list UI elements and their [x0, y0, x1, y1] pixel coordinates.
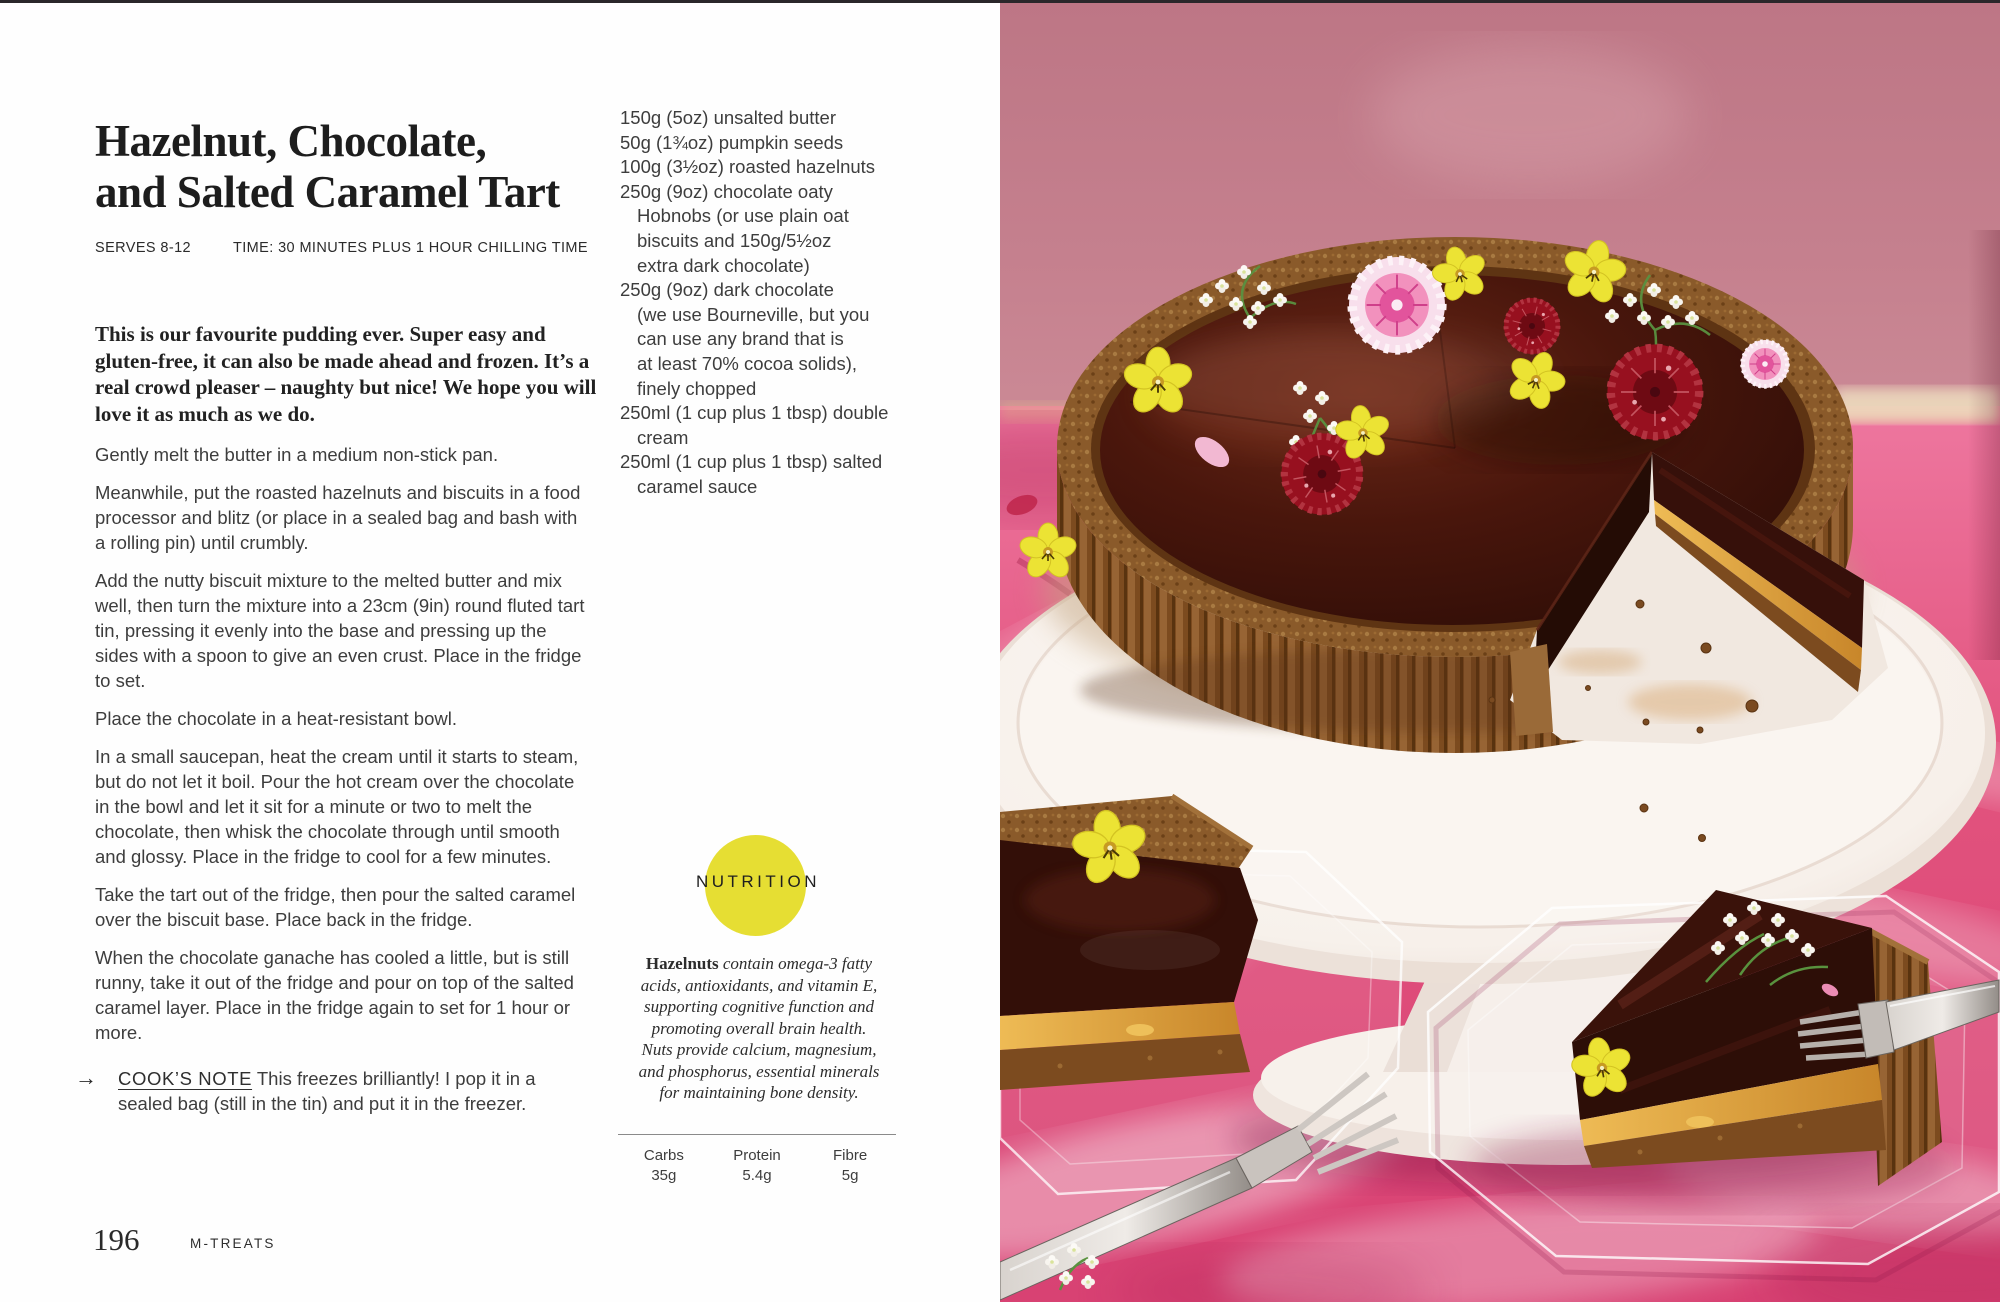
ingredient-line: finely chopped — [637, 377, 757, 399]
nutrition-value: 5g — [841, 1167, 859, 1184]
tart-photo — [1000, 0, 2000, 1302]
method-paragraph: When the chocolate ganache has cooled a little, but is still runny, take it out of the fridge and pour on top of the salted caramel layer. Place in the fridge again to set for 1 hour or more. — [95, 947, 574, 1043]
nutrition-col-protein — [711, 1146, 803, 1186]
tart-photo-illustration — [1000, 0, 2000, 1302]
serves-label: SERVES 8-12 — [95, 240, 192, 256]
nutrition-label: Protein — [733, 1147, 781, 1164]
ingredient-line: 250ml (1 cup plus 1 tbsp) double — [620, 402, 889, 424]
method-paragraph: In a small saucepan, heat the cream until it starts to steam, but do not let it boil. Pour the hot cream over the chocolate in the bowl and let it sit for a minute or two to melt the chocolate, then whisk the chocolate through until smooth and glossy. Place in the fridge to cool for a few minutes. — [95, 746, 579, 867]
nutrition-col-fibre — [804, 1146, 896, 1186]
arrow-right-icon: → — [75, 1065, 97, 1090]
section-label: M-TREATS — [190, 1236, 276, 1251]
nutrition-value: 35g — [651, 1167, 677, 1184]
ingredient-line: 50g (1¾oz) pumpkin seeds — [620, 131, 844, 153]
ingredient-line: 250g (9oz) dark chocolate — [620, 279, 834, 301]
red-dianthus-flower — [1607, 344, 1702, 439]
page-number: 196 — [93, 1222, 140, 1257]
ingredient-line: caramel sauce — [637, 475, 758, 497]
cooks-note-body — [118, 1066, 595, 1116]
pink-dianthus-flower — [1741, 340, 1789, 388]
recipe-intro: This is our favourite pudding ever. Super easy and gluten-free, it can also be made ahead and frozen. It’s a real crowd pleaser – naughty but nice! We hope you will love it as much as we do. — [95, 322, 597, 426]
nutrition-blurb-lead: Hazelnuts — [645, 954, 719, 973]
method-paragraph: Add the nutty biscuit mixture to the melted butter and mix well, then turn the mixture into a 23cm (9in) round fluted tart tin, pressing it evenly into the base and pressing up the sides with a spoon to give an even crust. Place in the fridge to set. — [95, 570, 585, 691]
ingredient-line: extra dark chocolate) — [637, 254, 810, 276]
recipe-title — [95, 116, 655, 218]
nutrition-value: 5.4g — [742, 1167, 772, 1184]
ingredient-line: biscuits and 150g/5½oz — [637, 229, 832, 251]
nutrition-label: Carbs — [643, 1147, 684, 1164]
nutrition-blurb-text: contain omega-3 fatty acids, antioxidants, and vitamin E, supporting cognitive function and promoting overall brain health. Nuts provide calcium, magnesium, and phosphorus, essential minerals for maintaining bone density. — [638, 954, 880, 1102]
ingredient-line: cream — [637, 426, 689, 448]
ingredient-line: 100g (3½oz) roasted hazelnuts — [620, 156, 876, 178]
cooks-note-label: COOK’S NOTE — [118, 1068, 253, 1089]
recipe-meta — [95, 240, 655, 256]
ingredients-list — [620, 106, 930, 500]
cooks-note-text: This freezes brilliantly! I pop it in a sealed bag (still in the tin) and put it in the freezer. — [118, 1068, 536, 1114]
tart-slice-left — [1000, 796, 1258, 1090]
ingredient-line: can use any brand that is — [637, 328, 844, 350]
ingredient-line: 250g (9oz) chocolate oaty — [620, 180, 833, 202]
ingredient-line: Hobnobs (or use plain oat — [637, 205, 849, 227]
page-top-edge — [0, 0, 2000, 3]
ingredient-line: 150g (5oz) unsalted butter — [620, 107, 836, 128]
nutrition-blurb — [638, 953, 880, 1104]
ingredient-line: (we use Bourneville, but you — [637, 303, 870, 325]
pink-dianthus-flower — [1349, 257, 1445, 353]
glass-plate-right — [1428, 890, 2000, 1280]
nutrition-table — [618, 1134, 896, 1186]
method-paragraph: Place the chocolate in a heat-resistant bowl. — [95, 708, 457, 729]
nutrition-heading: NUTRITION — [695, 872, 821, 891]
cooks-note — [75, 1066, 595, 1116]
recipe-title-line1: Hazelnut, Chocolate, — [95, 116, 487, 167]
nutrition-label: Fibre — [833, 1147, 868, 1164]
nutrition-col-carbs — [618, 1146, 710, 1186]
ingredient-line: at least 70% cocoa solids), — [637, 352, 858, 374]
time-label: TIME: 30 MINUTES PLUS 1 HOUR CHILLING TIME — [233, 240, 588, 256]
method-paragraph: Meanwhile, put the roasted hazelnuts and biscuits in a food processor and blitz (or place in a sealed bag and bash with a rolling pin) until crumbly. — [95, 482, 581, 553]
method-paragraph: Gently melt the butter in a medium non-stick pan. — [95, 444, 499, 465]
recipe-title-line2: and Salted Caramel Tart — [95, 167, 560, 218]
method-steps — [95, 442, 589, 1058]
ingredient-line: 250ml (1 cup plus 1 tbsp) salted — [620, 451, 883, 473]
method-paragraph: Take the tart out of the fridge, then pour the salted caramel over the biscuit base. Place back in the fridge. — [95, 884, 576, 930]
